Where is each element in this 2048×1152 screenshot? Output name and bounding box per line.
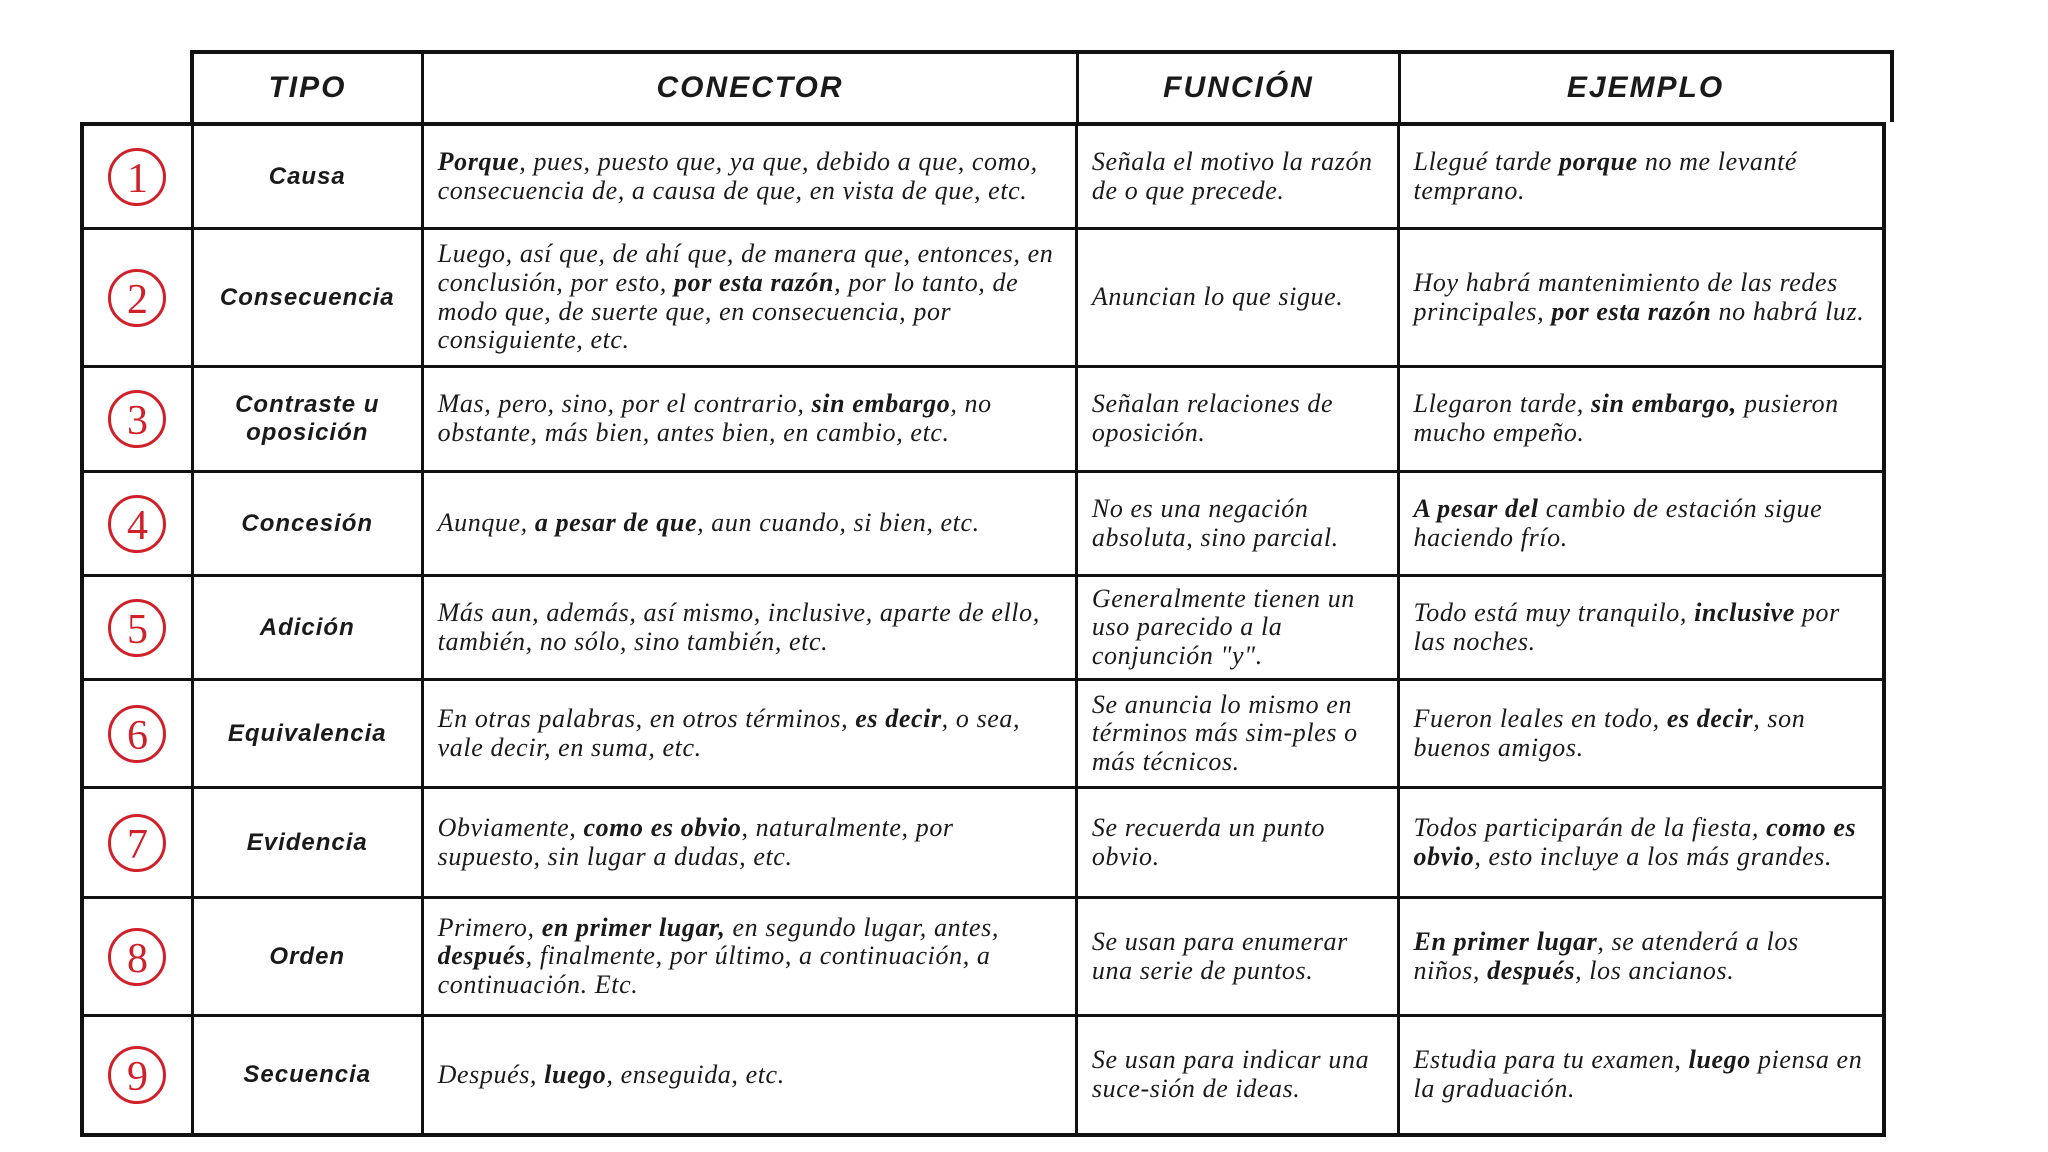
row-number-badge: 1 (108, 148, 166, 206)
tipo-cell (194, 577, 424, 678)
bold-connector: como es obvio (1413, 812, 1857, 871)
funcion-cell (1078, 230, 1400, 365)
funcion-cell (1078, 681, 1400, 786)
ejemplo-cell (1400, 1017, 1882, 1133)
row-number-badge: 3 (108, 390, 166, 448)
conector-cell (424, 899, 1078, 1014)
conector-text (438, 1061, 785, 1090)
bold-connector: es decir (1666, 703, 1754, 733)
text-run: piensa en la graduación. (1413, 1045, 1863, 1103)
text-run: Estudia para tu examen, (1413, 1045, 1689, 1075)
tipo-cell (194, 899, 424, 1014)
ejemplo-cell (1400, 577, 1882, 678)
row-number-cell (84, 577, 194, 678)
header-funcion: FUNCIÓN (1079, 54, 1401, 122)
text-run: Generalmente tienen un uso parecido a la conjunción "y". (1091, 583, 1355, 670)
conector-cell (424, 681, 1078, 786)
tipo-label: Secuencia (243, 1061, 372, 1089)
conector-cell (424, 126, 1078, 227)
table-row (84, 1017, 1882, 1133)
text-run: Primero, (437, 912, 542, 942)
text-run: Hoy habrá mantenimiento de las redes principales, (1413, 267, 1838, 326)
text-run: , no obstante, más bien, antes bien, en cambio, etc. (437, 389, 992, 447)
text-run: , se atenderá a los niños, (1413, 926, 1799, 985)
funcion-text (1092, 148, 1383, 205)
text-run: Fueron leales en todo, (1413, 703, 1667, 733)
tipo-label: Consecuencia (219, 283, 395, 311)
bold-connector: después (1487, 955, 1576, 985)
text-run: , finalmente, por último, a continuación, a continuación. Etc. (437, 941, 991, 999)
text-run: Señalan relaciones de oposición. (1091, 389, 1334, 447)
text-run: , naturalmente, por supuesto, sin lugar a dudas, etc. (437, 812, 954, 871)
text-run: en segundo lugar, antes, (725, 912, 999, 942)
funcion-cell (1078, 899, 1400, 1014)
conector-cell (424, 473, 1078, 574)
conector-cell (424, 368, 1078, 470)
tipo-cell (194, 473, 424, 574)
tipo-label: Evidencia (246, 828, 368, 856)
bold-connector: es decir (855, 703, 942, 733)
text-run: , o sea, vale decir, en suma, etc. (437, 703, 1021, 762)
text-run: pusieron mucho empeño. (1413, 389, 1839, 447)
conector-cell (424, 230, 1078, 365)
text-run: Se recuerda un punto obvio. (1091, 812, 1326, 871)
bold-connector: en primer lugar, (541, 912, 726, 942)
bold-connector: A pesar del (1413, 493, 1539, 523)
funcion-text (1092, 691, 1383, 777)
conector-text (438, 240, 1061, 354)
text-run: Todo está muy tranquilo, (1413, 597, 1695, 627)
connectors-table (80, 50, 1886, 1136)
text-run: Obviamente, (437, 812, 584, 842)
funcion-text (1092, 495, 1383, 552)
ejemplo-cell (1400, 681, 1882, 786)
conector-text (438, 599, 1061, 656)
conector-cell (424, 1017, 1078, 1133)
bold-connector: inclusive (1694, 597, 1795, 627)
text-run: Mas, pero, sino, por el contrario, (437, 389, 812, 419)
conector-text (438, 914, 1061, 1000)
text-run: , por lo tanto, de modo que, de suerte que, en consecuencia, por consiguiente, etc. (437, 267, 1019, 355)
tipo-cell (194, 230, 424, 365)
bold-connector: Porque (437, 146, 520, 176)
funcion-text (1092, 283, 1344, 312)
bold-connector: a pesar de que (534, 508, 698, 538)
tipo-cell (194, 789, 424, 896)
conector-text (438, 814, 1061, 871)
ejemplo-cell (1400, 126, 1882, 227)
tipo-label: Equivalencia (227, 719, 387, 747)
row-number-cell (84, 473, 194, 574)
text-run: , son buenos amigos. (1413, 703, 1806, 762)
ejemplo-text (1414, 148, 1868, 205)
table-row (84, 789, 1882, 899)
ejemplo-cell (1400, 789, 1882, 896)
table-row (84, 577, 1882, 681)
table-row (84, 230, 1882, 368)
ejemplo-text (1414, 599, 1868, 656)
conector-text (438, 705, 1061, 762)
text-run: Llegaron tarde, (1413, 389, 1591, 419)
text-run: , aun cuando, si bien, etc. (697, 508, 980, 538)
ejemplo-text (1414, 705, 1868, 762)
text-run: Más aun, además, así mismo, inclusive, aparte de ello, también, no sólo, sino también, etc. (437, 597, 1040, 656)
funcion-text (1092, 928, 1383, 985)
conector-text (438, 509, 980, 538)
row-number-cell (84, 230, 194, 365)
row-number-badge: 2 (108, 269, 166, 327)
funcion-cell (1078, 1017, 1400, 1133)
funcion-text (1092, 585, 1383, 671)
conector-text (438, 148, 1061, 205)
text-run: , pues, puesto que, ya que, debido a que, como, consecuencia de, a causa de que, en vista de que, etc. (437, 146, 1038, 205)
row-number-cell (84, 681, 194, 786)
ejemplo-cell (1400, 899, 1882, 1014)
row-number-cell (84, 789, 194, 896)
bold-connector: por esta razón (1551, 296, 1712, 326)
ejemplo-text (1414, 928, 1868, 985)
row-number-badge: 9 (108, 1046, 166, 1104)
row-number-cell (84, 899, 194, 1014)
table-header (190, 50, 1894, 122)
row-number-badge: 6 (108, 705, 166, 763)
header-conector: CONECTOR (424, 54, 1079, 122)
text-run: Anuncian lo que sigue. (1091, 282, 1344, 312)
row-number-badge: 7 (108, 814, 166, 872)
conector-cell (424, 789, 1078, 896)
text-run: no habrá luz. (1711, 296, 1865, 326)
tipo-label: Causa (268, 162, 346, 190)
ejemplo-cell (1400, 473, 1882, 574)
row-number-badge: 5 (108, 599, 166, 657)
ejemplo-text (1414, 495, 1868, 552)
text-run: Señala el motivo la razón de o que precede. (1091, 146, 1373, 205)
bold-connector: por esta razón (674, 267, 835, 297)
text-run: Todos participarán de la fiesta, (1413, 812, 1767, 842)
text-run: , esto incluye a los más grandes. (1474, 841, 1833, 871)
tipo-label: Concesión (241, 509, 374, 537)
bold-connector: luego (1688, 1045, 1751, 1075)
tipo-cell (194, 126, 424, 227)
table-row (84, 681, 1882, 789)
ejemplo-text (1414, 390, 1868, 447)
row-number-cell (84, 1017, 194, 1133)
header-tipo: TIPO (194, 54, 424, 122)
bold-connector: como es obvio (583, 812, 742, 842)
row-number-badge: 4 (108, 495, 166, 553)
text-run: , enseguida, etc. (606, 1059, 785, 1089)
funcion-cell (1078, 789, 1400, 896)
text-run: Luego, así que, de ahí que, de manera que, entonces, en conclusión, por esto, (437, 239, 1054, 297)
conector-text (438, 390, 1061, 447)
row-number-badge: 8 (108, 928, 166, 986)
conector-cell (424, 577, 1078, 678)
text-run: En otras palabras, en otros términos, (437, 703, 856, 733)
bold-connector: En primer lugar (1413, 926, 1598, 956)
bold-connector: porque (1559, 146, 1638, 176)
tipo-cell (194, 681, 424, 786)
row-number-cell (84, 126, 194, 227)
text-run: No es una negación absoluta, sino parcial. (1091, 493, 1339, 552)
bold-connector: sin embargo (811, 389, 951, 419)
funcion-cell (1078, 126, 1400, 227)
table-row (84, 899, 1882, 1017)
bold-connector: sin embargo, (1590, 389, 1737, 419)
tipo-label: Orden (269, 942, 346, 970)
tipo-cell (194, 368, 424, 470)
bold-connector: después (437, 941, 526, 971)
table-row (84, 473, 1882, 577)
tipo-label: Contraste u oposición (235, 391, 380, 446)
funcion-text (1092, 390, 1383, 447)
text-run: Se usan para enumerar una serie de puntos. (1091, 926, 1348, 985)
row-number-cell (84, 368, 194, 470)
funcion-text (1092, 814, 1383, 871)
text-run: Aunque, (437, 508, 535, 538)
funcion-cell (1078, 577, 1400, 678)
text-run: Llegué tarde (1413, 146, 1560, 176)
tipo-cell (194, 1017, 424, 1133)
text-run: Se anuncia lo mismo en términos más sim-ples o más técnicos. (1091, 689, 1358, 776)
text-run: Se usan para indicar una suce-sión de ideas. (1091, 1045, 1370, 1103)
table-row (84, 126, 1882, 230)
funcion-cell (1078, 368, 1400, 470)
bold-connector: luego (544, 1059, 607, 1089)
header-ejemplo: EJEMPLO (1566, 71, 1725, 104)
table-row (84, 368, 1882, 473)
funcion-cell (1078, 473, 1400, 574)
text-run: por las noches. (1413, 597, 1840, 656)
text-run: , los ancianos. (1575, 955, 1735, 985)
text-run: no me levanté temprano. (1413, 146, 1798, 205)
funcion-text (1092, 1046, 1383, 1103)
ejemplo-cell (1400, 368, 1882, 470)
table-body (80, 122, 1886, 1137)
ejemplo-text (1414, 1046, 1868, 1103)
text-run: Después, (437, 1059, 545, 1089)
text-run: cambio de estación sigue haciendo frío. (1413, 493, 1823, 552)
ejemplo-text (1414, 814, 1868, 871)
tipo-label: Adición (259, 613, 355, 641)
ejemplo-cell (1400, 230, 1882, 365)
ejemplo-text (1414, 269, 1868, 326)
